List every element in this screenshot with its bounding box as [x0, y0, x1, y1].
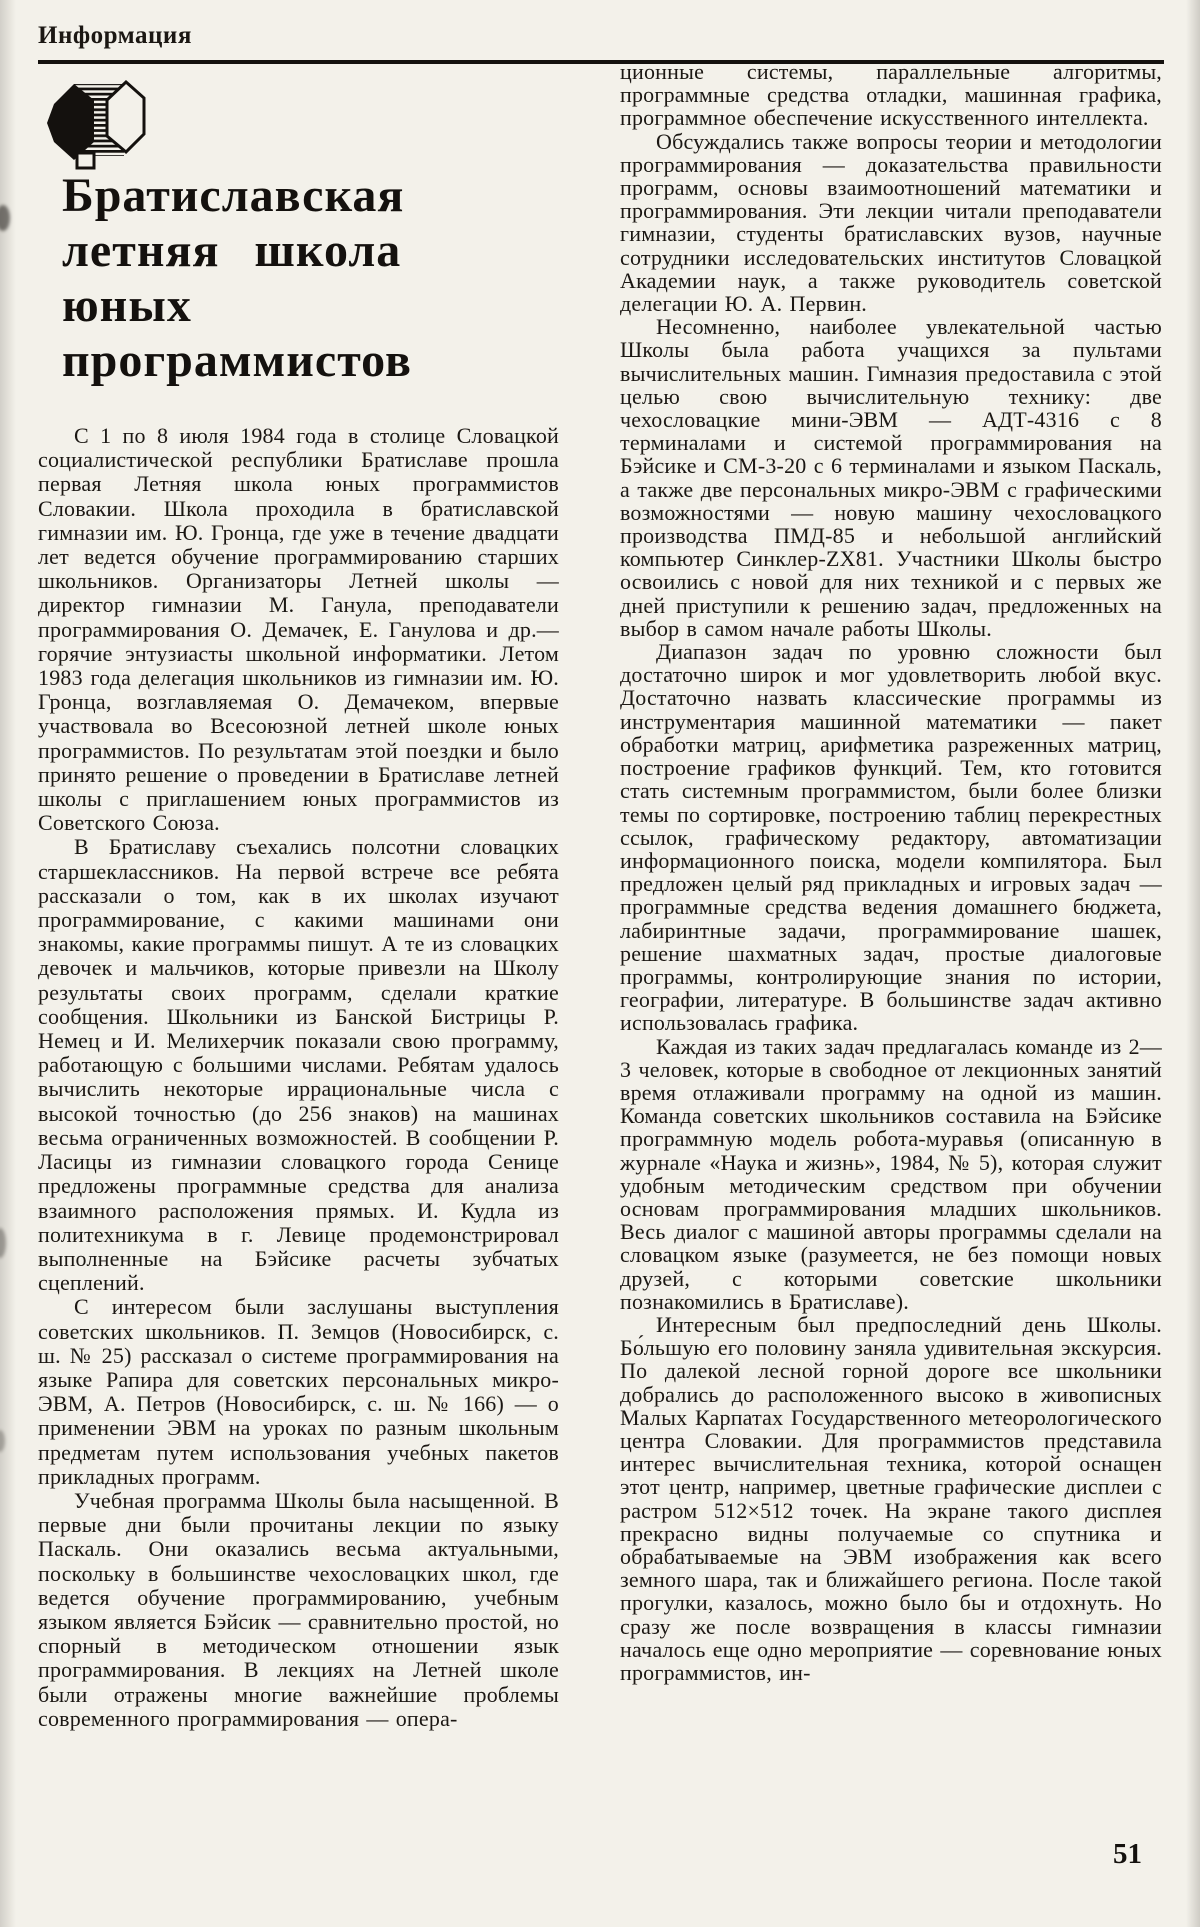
paragraph: Интересным был предпоследний день Школы. Бо́льшую его половину заняла удивительная экскурсия. По далекой лесной горной дороге все школьники добрались до расположенного высоко в живописных Малых Карпатах Государственного метеорологического центра Словакии. Для программистов представила интерес вычислительная техника, которой оснащен этот центр, например, цветные графические дисплеи с растром 512×512 точек. На экране такого дисплея прекрасно видны получаемые со спутника и обрабатываемые на ЭВМ изображения как всего земного шара, так и ближайшего региона. После такой прогулки, казалось, можно было бы и отдохнуть. Но сразу же после возвращения в классы гимназии началось еще одно мероприятие — соревнование юных программистов, ин- — [620, 1311, 1162, 1686]
scan-edge-artifact — [0, 205, 10, 231]
paragraph: Диапазон задач по уровню сложности был достаточно широк и мог удовлетворить любой вкус. Достаточно назвать классические программы из инструментария машинной математики — пакет обработки матриц, арифметика разреженных матриц, построение графиков функций. Тем, кто готовится стать системным программистом, были более близки темы по сортировке, построению таблиц перекрестных ссылок, графическому редактору, автоматизации информационного поиска, модели компилятора. Был предложен целый ряд прикладных и игровых задач — программные средства ведения домашнего бюджета, лабиринтные задачи, программирование шашек, решение шахматных задач, простые диалоговые программы, контролирующие знания по истории, географии, литературе. В большинстве задач активно использовалась графика. — [620, 639, 1162, 1036]
paragraph: Учебная программа Школы была насыщенной. В первые дни были прочитаны лекции по языку Паскаль. Они оказались весьма актуальными, поскольку в большинстве чехословацких школ, где ведется обучение программированию, учебным языком является Бэйсик — сравнительно простой, но спорный в методическом отношении язык программирования. В лекциях на Летней школе были отражены многие важнейшие проблемы современного программирования — опера- — [38, 1487, 559, 1731]
paragraph: ционные системы, параллельные алгоритмы, программные средства отладки, машинная графика, программное обеспечение искусственного интеллекта. — [620, 59, 1162, 131]
right-column — [620, 60, 1162, 1684]
title-line: программистов — [62, 334, 412, 387]
paragraph: Каждая из таких задач предлагалась команде из 2—3 человек, которые в свободное от лекционных занятий время отлаживали программу на одной из машин. Команда советских школьников составила на Бэйсике программную модель робота-муравья (описанную в журнале «Наука и жизнь», 1984, № 5), которая служит удобным методическим средством при обучении основам программирования младших школьников. Весь диалог с машиной авторы программы сделали на словацком языке (разумеется, не без помощи новых друзей, с которыми советские школьники познакомились в Братиславе). — [620, 1033, 1162, 1314]
paragraph: С 1 по 8 июля 1984 года в столице Словацкой социалистической республики Братиславе прошла первая Летняя школа юных программистов Словакии. Школа проходила в братиславской гимназии им. Ю. Гронца, где уже в течение двадцати лет ведется обучение программированию старших школьников. Организаторы Летней школы — директор гимназии М. Ганула, преподаватели программирования О. Демачек, Е. Ганулова и др.— горячие энтузиасты школьной информатики. Летом 1983 года делегация школьников из гимназии им. Ю. Гронца, возглавляемая О. Демачеком, впервые участвовала во Всесоюзной летней школе юных программистов. По результатам этой поездки и было принято решение о проведении в Братиславе летней школы с приглашением юных программистов из Советского Союза. — [38, 423, 559, 836]
title-line: летняя школа — [62, 224, 402, 277]
informatsiya-logo-icon — [44, 72, 148, 172]
paragraph: В Братиславу съехались полсотни словацких старшеклассников. На первой встрече все ребята рассказали о том, как в их школах изучают программирование, с какими машинами они знакомы, какие программы пишут. А те из словацких девочек и мальчиков, которые привезли на Школу результаты своих программ, сделали краткие сообщения. Школьники из Банской Бистрицы Р. Немец и И. Мелихерчик показали свою программу, работающую с большими числами. Ребятам удалось вычислить некоторые иррациональные числа с высокой точностью (до 256 знаков) на машинах весьма ограниченных возможностей. В сообщении Р. Ласицы из гимназии словацкого города Сенице предложены программные средства для анализа взаимного расположения прямых. И. Кудла из политехникума в г. Левице продемонстрировал выполненные на Бэйсике расчеты зубчатых сцеплений. — [38, 834, 559, 1296]
scan-edge-artifact — [0, 1228, 6, 1258]
section-label: Информация — [38, 22, 192, 49]
left-column — [38, 424, 559, 1731]
paragraph: Несомненно, наиболее увлекательной частью Школы была работа учащихся за пультами вычислительных машин. Гимназия предоставила с этой целью свою вычислительную технику: две чехословацкие мини-ЭВМ — АДТ-4316 с 8 терминалами и системой программирования на Бэйсике и СМ-3-20 с 6 терминалами и языком Паскаль, а также две персональных микро-ЭВМ с графическими возможностями — новую машину чехословацкого производства ПМД-85 и небольшой английский компьютер Синклер-ZX81. Участники Школы быстро освоились с новой для них техникой и с первых же дней приступили к решению задач, предложенных на выбор в самом начале работы Школы. — [620, 314, 1162, 641]
title-line: Братиславская — [62, 169, 405, 222]
article-title — [62, 168, 502, 388]
title-line: юных — [62, 279, 192, 332]
page-number: 51 — [1113, 1838, 1142, 1870]
scan-edge-artifact — [0, 1430, 5, 1452]
paragraph: Обсуждались также вопросы теории и методологии программирования — доказательства правильности программ, основы взаимоотношений математики и программирования. Эти лекции читали преподаватели гимназии, студенты братиславских вузов, научные сотрудники исследовательских институтов Словацкой Академии наук, а также руководитель советской делегации Ю. А. Первин. — [620, 128, 1162, 317]
paragraph: С интересом были заслушаны выступления советских школьников. П. Земцов (Новосибирск, с. ш. № 25) рассказал о системе программирования на языке Рапира для советских персональных микро-ЭВМ, А. Петров (Новосибирск, с. ш. № 166) — о применении ЭВМ на уроках по разным школьным предметам путем использования учебных пакетов прикладных программ. — [38, 1294, 559, 1489]
